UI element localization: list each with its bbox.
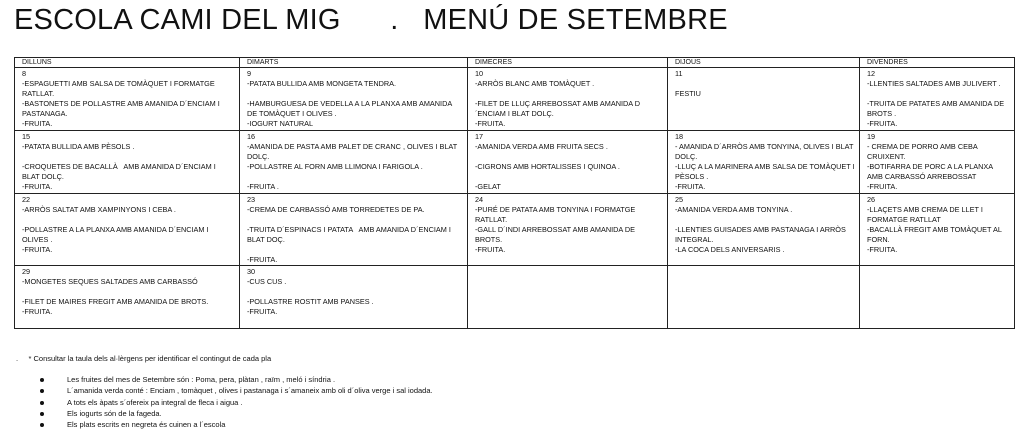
bullet-dot-icon — [40, 378, 44, 382]
dish-line: -BASTONETS DE POLLASTRE AMB AMANIDA D´ENCIAM I PASTANAGA. — [22, 99, 222, 118]
day-header: DILLUNS — [15, 58, 240, 68]
dish-line: -CROQUETES DE BACALLÀ AMB AMANIDA D´ENCIAM I BLAT DOLÇ. — [22, 162, 218, 181]
menu-body — [15, 68, 1015, 329]
school-name: ESCOLA CAMI DEL MIG — [14, 4, 341, 36]
bullet-dot-icon — [40, 401, 44, 405]
day-header: DIMARTS — [240, 58, 468, 68]
bullet-text: Els iogurts són de la fageda. — [67, 408, 162, 418]
dish-line: -LLENTIES GUISADES AMB PASTANAGA I ARRÒS INTEGRAL. — [675, 225, 848, 244]
day-cell — [240, 266, 468, 329]
allergen-note: . * Consultar la taula dels al·lèrgens per identificar el contingut de cada pla — [16, 354, 272, 363]
dish-line — [247, 172, 463, 182]
dish-line: -FRUITA. — [22, 307, 53, 316]
bullet-text: L´amanida verda conté : Enciam , tomàquet , olives i pastanaga i s´amaneix amb oli d´oliva verge i sal iodada. — [67, 386, 433, 396]
dish-line: -POLLASTRE A LA PLANXA AMB AMANIDA D´ENCIAM I OLIVES . — [22, 225, 211, 244]
day-number: 19 — [867, 132, 876, 141]
day-number: 9 — [247, 69, 252, 78]
dish-line — [475, 89, 663, 99]
day-cell — [668, 266, 860, 329]
dish-line: -PURÉ DE PATATA AMB TONYINA I FORMATGE RATLLAT. — [475, 205, 638, 224]
dish-line — [475, 152, 663, 162]
day-number: 26 — [867, 195, 876, 204]
dish-line: -POLLASTRE AL FORN AMB LLIMONA I FARIGOLA . — [247, 162, 423, 171]
day-cell — [860, 194, 1015, 266]
dish-line — [22, 287, 235, 297]
day-number: 30 — [247, 267, 256, 276]
dish-line — [867, 89, 1010, 99]
dish-line: -BACALLÀ FREGIT AMB TOMÀQUET AL FORN. — [867, 225, 1004, 244]
day-number: 16 — [247, 132, 256, 141]
dish-line: -FRUITA. — [22, 245, 53, 254]
day-cell — [468, 194, 668, 266]
day-number: 17 — [475, 132, 484, 141]
dish-line: -TRUITA D´ESPINACS I PATATA AMB AMANIDA D´ENCIAM I BLAT DOÇ. — [247, 225, 453, 244]
dish-line: -FRUITA. — [867, 245, 898, 254]
dish-line — [247, 287, 463, 297]
dish-line — [675, 215, 855, 225]
bullet-text: Les fruites del mes de Setembre són : Poma, pera, plàtan , raïm , meló i síndria . — [67, 375, 336, 384]
day-number: 22 — [22, 195, 31, 204]
menu-month: MENÚ DE SETEMBRE — [423, 4, 728, 36]
dish-line: -POLLASTRE ROSTIT AMB PANSES . — [247, 297, 374, 306]
dish-line — [247, 89, 463, 99]
day-cell — [668, 131, 860, 194]
day-cell — [668, 68, 860, 131]
day-number: 24 — [475, 195, 484, 204]
dish-line: -LA COCA DELS ANIVERSARIS . — [675, 245, 785, 254]
day-number: 18 — [675, 132, 684, 141]
week-row — [15, 68, 1015, 131]
dish-line: -ARRÒS SALTAT AMB XAMPINYONS I CEBA . — [22, 205, 176, 214]
day-cell — [860, 266, 1015, 329]
day-number: 15 — [22, 132, 31, 141]
dish-line: -GELAT — [475, 182, 501, 191]
dish-line: -LLENTIES SALTADES AMB JULIVERT . — [867, 79, 1001, 88]
day-header: DIMECRES — [468, 58, 668, 68]
dish-line: -FRUITA . — [247, 182, 279, 191]
dish-line — [675, 79, 855, 89]
dish-line: -GALL D´INDI ARREBOSSAT AMB AMANIDA DE BROTS. — [475, 225, 638, 244]
day-cell — [668, 194, 860, 266]
day-cell — [860, 131, 1015, 194]
day-number: 8 — [22, 69, 27, 78]
dish-line: -FRUITA. — [867, 119, 898, 128]
day-cell — [240, 194, 468, 266]
bullet-text: Els plats escrits en negreta és cuinen a l´escola — [67, 420, 226, 430]
day-cell — [468, 68, 668, 131]
dish-line: -TRUITA DE PATATES AMB AMANIDA DE BROTS . — [867, 99, 1007, 118]
dish-line — [22, 215, 235, 225]
dish-line: -LLAÇETS AMB CREMA DE LLET I FORMATGE RATLLAT — [867, 205, 985, 224]
dish-line: FESTIU — [675, 89, 701, 98]
menu-title — [14, 4, 728, 37]
day-header: DIJOUS — [668, 58, 860, 68]
dish-line: -PATATA BULLIDA AMB PÈSOLS . — [22, 142, 135, 151]
dish-line: -FRUITA. — [867, 182, 898, 191]
day-cell — [240, 68, 468, 131]
dish-line: -IOGURT NATURAL — [247, 119, 314, 128]
dish-line: -LLUÇ A LA MARINERA AMB SALSA DE TOMÀQUET I PÈSOLS . — [675, 162, 857, 181]
dish-line: -AMANIDA DE PASTA AMB PALET DE CRANC , OLIVES I BLAT DOLÇ. — [247, 142, 460, 161]
dish-line: -FRUITA. — [22, 119, 53, 128]
day-cell — [15, 194, 240, 266]
bullet-dot-icon — [40, 389, 44, 393]
bullet-item — [40, 408, 433, 419]
day-cell — [15, 68, 240, 131]
day-number: 23 — [247, 195, 256, 204]
dish-line: -FRUITA. — [675, 182, 706, 191]
dish-line: -FRUITA. — [247, 255, 278, 264]
day-number: 29 — [22, 267, 31, 276]
dish-line: -FRUITA. — [475, 119, 506, 128]
day-header-row — [15, 58, 1015, 68]
weekly-menu-table — [14, 57, 1015, 329]
dish-line: -CIGRONS AMB HORTALISSES I QUINOA . — [475, 162, 620, 171]
day-cell — [468, 131, 668, 194]
bullet-dot-icon — [40, 423, 44, 427]
dish-line — [247, 245, 463, 255]
week-row — [15, 194, 1015, 266]
bullet-dot-icon — [40, 412, 44, 416]
dish-line: -FRUITA. — [247, 307, 278, 316]
bullet-item — [40, 385, 433, 396]
title-separator: . — [390, 4, 399, 36]
day-cell — [860, 68, 1015, 131]
day-number: 11 — [675, 69, 683, 78]
dish-line: -ARRÒS BLANC AMB TOMÀQUET . — [475, 79, 595, 88]
dish-line: -FRUITA. — [475, 245, 506, 254]
week-row — [15, 131, 1015, 194]
dish-line: -AMANIDA VERDA AMB FRUITA SECS . — [475, 142, 608, 151]
day-cell — [15, 266, 240, 329]
info-bullets — [40, 374, 433, 430]
day-number: 25 — [675, 195, 684, 204]
dish-line: -FRUITA. — [22, 182, 53, 191]
dish-line: -BOTIFARRA DE PORC A LA PLANXA AMB CARBASSÓ ARREBOSSAT — [867, 162, 995, 181]
dish-line: -ESPAGUETTI AMB SALSA DE TOMÀQUET I FORMATGE RATLLAT. — [22, 79, 217, 98]
day-cell — [15, 131, 240, 194]
dish-line: -FILET DE MAIRES FREGIT AMB AMANIDA DE BROTS. — [22, 297, 209, 306]
bullet-item — [40, 397, 433, 408]
dish-line: -AMANIDA VERDA AMB TONYINA . — [675, 205, 793, 214]
dish-line: -MONGETES SEQUES SALTADES AMB CARBASSÓ — [22, 277, 198, 286]
dish-line: - AMANIDA D´ARRÒS AMB TONYINA, OLIVES I BLAT DOLÇ. — [675, 142, 856, 161]
day-cell — [240, 131, 468, 194]
dish-line: -HAMBURGUESA DE VEDELLA A LA PLANXA AMB AMANIDA DE TOMÀQUET I OLIVES . — [247, 99, 454, 118]
dish-line: -CUS CUS . — [247, 277, 287, 286]
dish-line: -PATATA BULLIDA AMB MONGETA TENDRA. — [247, 79, 397, 88]
day-number: 12 — [867, 69, 876, 78]
dish-line: - CREMA DE PORRO AMB CEBA CRUIXENT. — [867, 142, 980, 161]
day-cell — [468, 266, 668, 329]
dish-line: -CREMA DE CARBASSÓ AMB TORREDETES DE PA. — [247, 205, 425, 214]
bullet-text: A tots els àpats s´ofereix pa integral de fleca i aigua . — [67, 397, 243, 407]
dish-line — [475, 172, 663, 182]
week-row — [15, 266, 1015, 329]
dish-line — [22, 152, 235, 162]
bullet-item — [40, 374, 433, 385]
bullet-item — [40, 419, 433, 430]
day-number: 10 — [475, 69, 484, 78]
day-header: DIVENDRES — [860, 58, 1015, 68]
dish-line: -FILET DE LLUÇ ARREBOSSAT AMB AMANIDA D´ENCIAM I BLAT DOLÇ. — [475, 99, 641, 118]
dish-line — [247, 215, 463, 225]
